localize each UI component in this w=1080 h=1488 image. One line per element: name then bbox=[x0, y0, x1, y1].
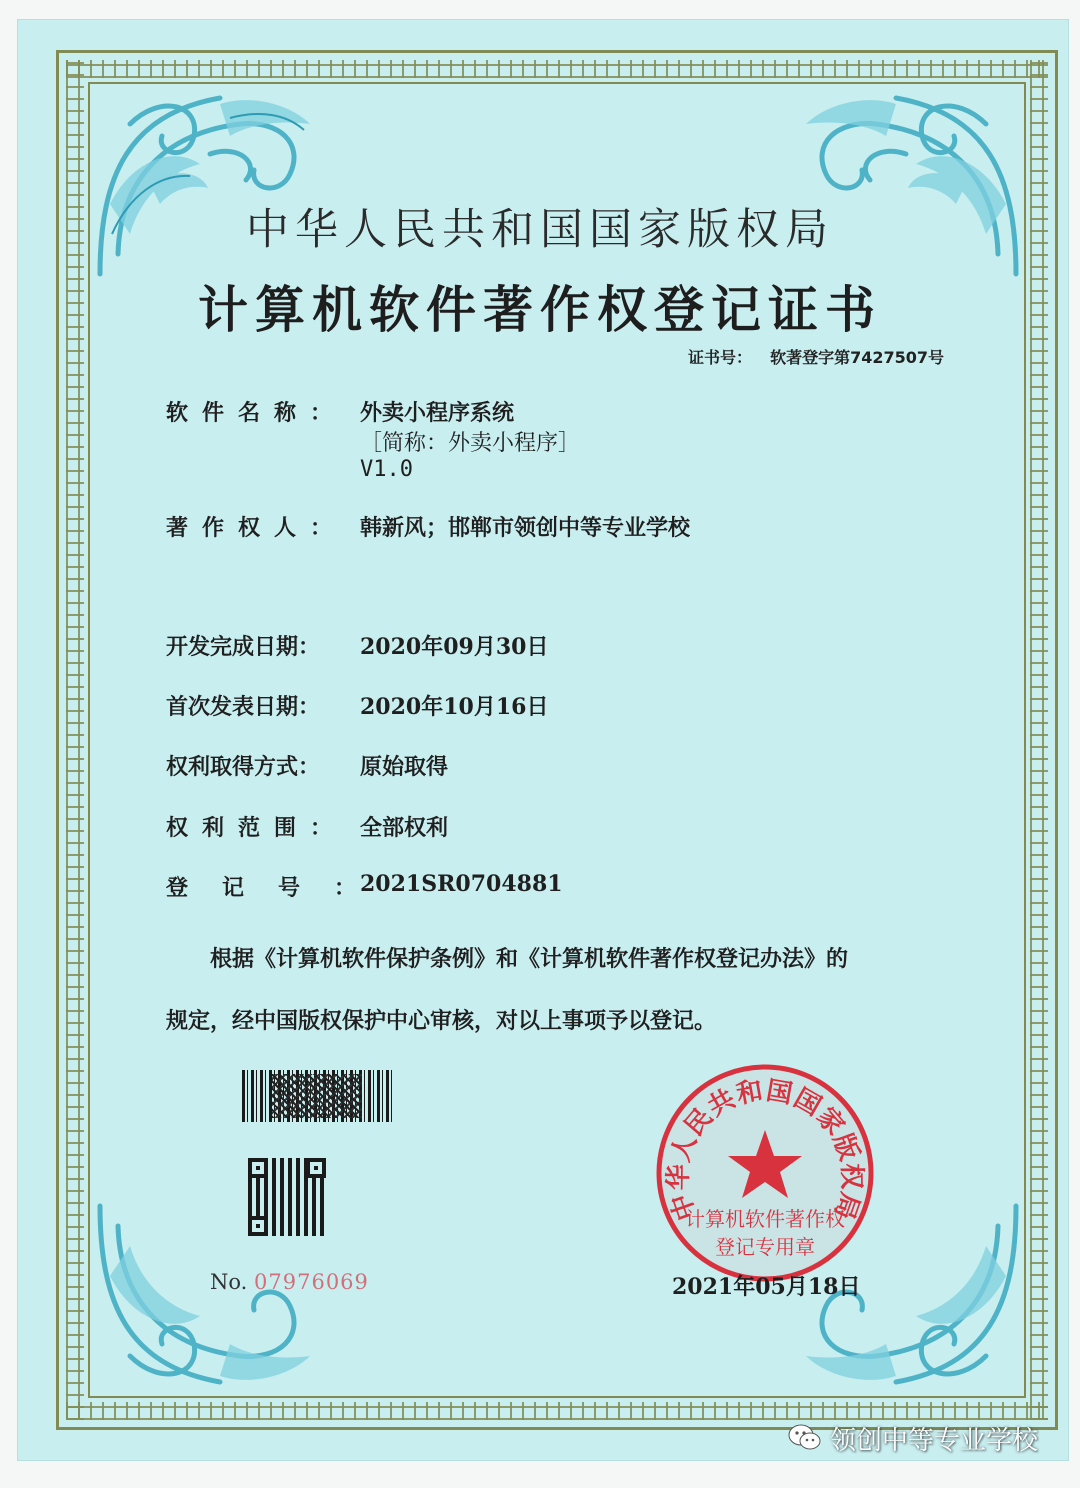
qr-code bbox=[248, 1158, 326, 1236]
official-seal bbox=[652, 1060, 878, 1286]
serial-value: 07976069 bbox=[254, 1270, 369, 1294]
dev-date-value: 2020年09月30日 bbox=[360, 634, 549, 660]
certificate-number bbox=[688, 345, 944, 368]
pub-date-value: 2020年10月16日 bbox=[360, 694, 549, 720]
owner-label: 著作权人： bbox=[166, 515, 347, 541]
serial-number bbox=[210, 1270, 369, 1294]
pub-date-label: 首次发表日期： bbox=[166, 694, 321, 720]
software-name-value: 外卖小程序系统 bbox=[360, 400, 515, 426]
key-border-top bbox=[66, 60, 1048, 78]
certificate-title: 计算机软件著作权登记证书 bbox=[198, 280, 882, 339]
certificate-number-value: 软著登字第7427507号 bbox=[770, 348, 944, 367]
scope-label: 权利范围： bbox=[166, 815, 347, 841]
wechat-watermark bbox=[788, 1418, 1038, 1458]
statement-line-2: 规定，经中国版权保护中心审核，对以上事项予以登记。 bbox=[166, 1008, 717, 1034]
acquire-value: 原始取得 bbox=[360, 754, 449, 780]
serial-prefix: No. bbox=[210, 1270, 248, 1294]
dev-date-label: 开发完成日期： bbox=[166, 634, 321, 660]
issuer-title: 中华人民共和国国家版权局 bbox=[246, 205, 834, 255]
key-border-left bbox=[66, 60, 84, 1420]
owner-value: 韩新风；邯郸市领创中等专业学校 bbox=[360, 515, 691, 541]
seal-inner-line-2: 登记专用章 bbox=[715, 1235, 815, 1259]
key-border-right bbox=[1030, 60, 1048, 1420]
seal-ring-text: 中华人民共和国国家版权局 bbox=[663, 1075, 867, 1224]
certificate-number-label: 证书号： bbox=[688, 348, 753, 367]
barcode bbox=[242, 1070, 392, 1122]
scope-value: 全部权利 bbox=[360, 815, 449, 841]
software-name-label: 软件名称： bbox=[166, 400, 347, 426]
wechat-icon bbox=[788, 1423, 822, 1453]
seal-inner-line-1: 计算机软件著作权 bbox=[685, 1207, 845, 1231]
watermark-text: 领创中等专业学校 bbox=[830, 1425, 1039, 1456]
issue-date: 2021年05月18日 bbox=[672, 1274, 861, 1300]
acquire-label: 权利取得方式： bbox=[166, 754, 321, 780]
reg-label: 登记号： bbox=[166, 875, 391, 901]
reg-value: 2021SR0704881 bbox=[360, 871, 563, 897]
software-version: V1.0 bbox=[360, 457, 413, 482]
statement-line-1: 根据《计算机软件保护条例》和《计算机软件著作权登记办法》的 bbox=[210, 946, 849, 972]
software-short-name: ［简称：外卖小程序］ bbox=[360, 431, 581, 456]
